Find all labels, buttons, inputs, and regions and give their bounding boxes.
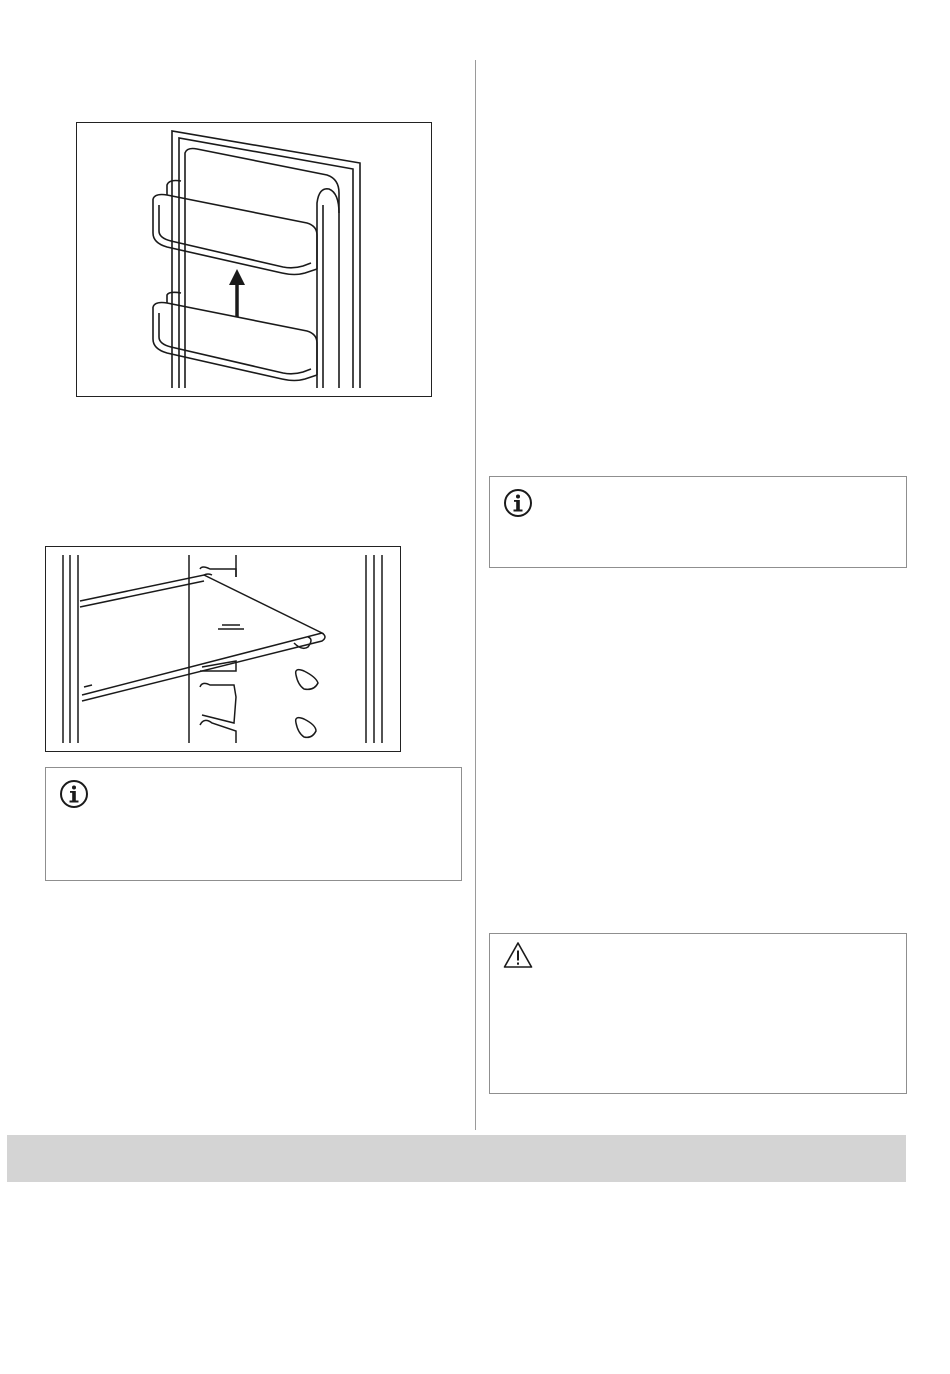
glass-shelf-figure	[45, 546, 401, 752]
info-icon	[58, 778, 90, 815]
section-header-bar	[7, 1135, 906, 1182]
glass-shelf-illustration	[46, 547, 400, 751]
door-balcony-figure	[76, 122, 432, 397]
info-icon	[502, 487, 534, 524]
warning-triangle-icon	[502, 940, 534, 975]
warning-note	[489, 933, 907, 1094]
info-note	[489, 476, 907, 568]
info-note	[45, 767, 462, 881]
door-shelf-illustration	[77, 123, 431, 396]
column-divider	[475, 60, 476, 1130]
